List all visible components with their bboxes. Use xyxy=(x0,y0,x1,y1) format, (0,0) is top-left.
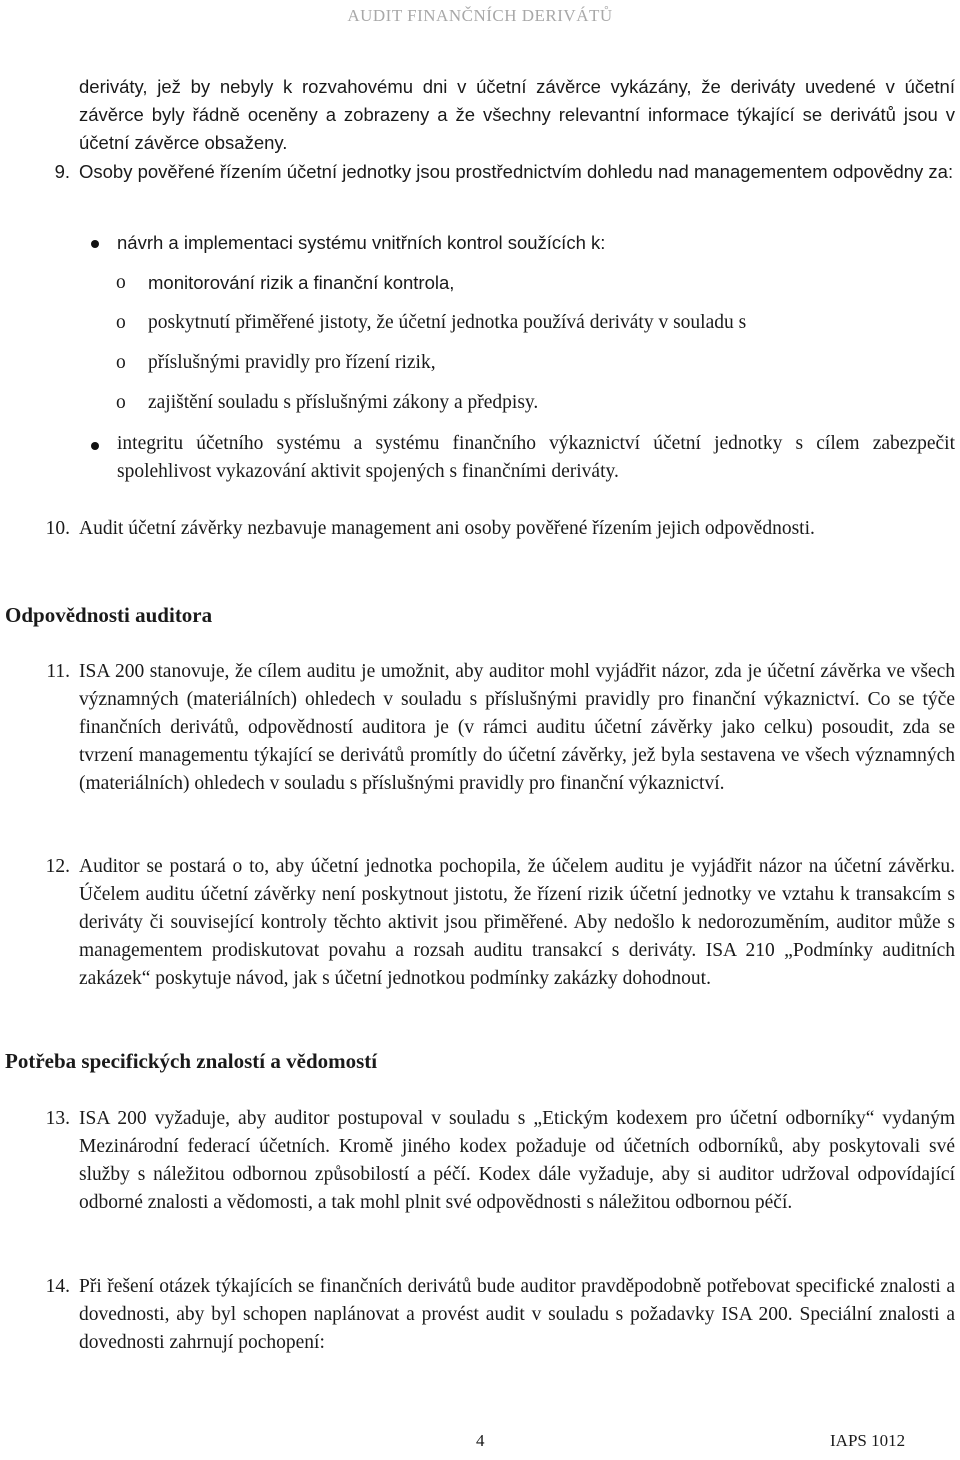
item-14-number: 14. xyxy=(45,1276,70,1297)
item-12-text: Auditor se postará o to, aby účetní jednotka pochopila, že účelem auditu je vyjádřit názor na účetní závěrku. Účelem auditu účetní závěrky není poskytnout jistotu, že řízení rizik účetní jednotky ve vztahu k transakcím s deriváty či související kontroly těchto aktivit jsou přiměřené. Aby nedošlo k nedorozuměním, auditor může s managementem prodiskutovat povahu a rozsah auditu transakcí s deriváty. ISA 210 „Podmínky auditních zakázek“ poskytuje návod, jak s účetní jednotkou podmínky zakázky dohodnout. xyxy=(79,856,955,989)
item-13-number: 13. xyxy=(45,1108,70,1129)
item-14-text: Při řešení otázek týkajících se finančních derivátů bude auditor pravděpodobně potřebovat specifické znalosti a dovednosti, aby byl schopen naplánovat a provést audit v souladu s požadavky ISA 200. Speciální znalosti a dovednosti zahrnují pochopení: xyxy=(79,1276,955,1353)
section-heading-specific-knowledge: Potřeba specifických znalostí a vědomostí xyxy=(5,1049,378,1073)
section-heading-auditor-responsibilities: Odpovědnosti auditora xyxy=(5,603,213,627)
subitem-marker: o xyxy=(116,352,126,373)
bullet-icon xyxy=(91,240,99,248)
subitem-2-text: poskytnutí přiměřené jistoty, že účetní jednotka používá deriváty v souladu s xyxy=(148,312,747,333)
subitem-marker: o xyxy=(116,272,126,293)
item-13-text: ISA 200 vyžaduje, aby auditor postupoval v souladu s „Etickým kodexem pro účetní odborníky“ vydaným Mezinárodní federací účetních. Kromě jiného kodex požaduje od účetních odborníků, aby poskytovali své služby s náležitou odbornou způsobilostí a péčí. Kodex dále vyžaduje, aby si auditor udržoval odpovídající odborné znalosti a vědomosti, a tak mohl plnit své odpovědnosti s náležitou odbornou péčí. xyxy=(79,1108,955,1213)
item-10-number: 10. xyxy=(45,518,70,539)
subitem-marker: o xyxy=(116,392,126,413)
document-code: IAPS 1012 xyxy=(830,1431,906,1450)
bullet-icon xyxy=(91,442,99,450)
item-9-number: 9. xyxy=(54,161,70,182)
subitem-marker: o xyxy=(116,312,126,333)
page-header: AUDIT FINANČNÍCH DERIVÁTŮ xyxy=(347,6,613,25)
intro-paragraph: deriváty, jež by nebyly k rozvahovému dni v účetní závěrce vykázány, že deriváty uvedené v účetní závěrce byly řádně oceněny a zobrazeny a že všechny relevantní informace týkající se derivátů jsou v účetní závěrce obsaženy. xyxy=(79,76,955,153)
item-9-text: Osoby pověřené řízením účetní jednotky jsou prostřednictvím dohledu nad managementem odpovědny za: xyxy=(79,161,954,182)
item-11-text: ISA 200 stanovuje, že cílem auditu je umožnit, aby auditor mohl vyjádřit názor, zda je účetní závěrka ve všech významných (materiálních) ohledech v souladu s příslušnými pravidly pro finanční výkaznictví. Co se týče finančních derivátů, odpovědností auditora je (v rámci auditu účetní závěrky jako celku) posoudit, zda se tvrzení managementu týkající se derivátů promítly do účetní závěrky, jež byla sestavena ve všech významných (materiálních) ohledech v souladu s příslušnými pravidly pro finanční výkaznictví. xyxy=(79,661,955,794)
subitem-3-text: příslušnými pravidly pro řízení rizik, xyxy=(148,352,436,373)
item-10-text: Audit účetní závěrky nezbavuje management ani osoby pověřené řízením jejich odpovědnosti. xyxy=(79,518,815,539)
bullet-1-text: návrh a implementaci systému vnitřních kontrol soužících k: xyxy=(117,232,606,253)
subitem-4-text: zajištění souladu s příslušnými zákony a předpisy. xyxy=(148,392,539,413)
subitem-1-text: monitorování rizik a finanční kontrola, xyxy=(148,272,455,293)
page-number: 4 xyxy=(476,1431,485,1450)
bullet-2-text: integritu účetního systému a systému finančního výkaznictví účetní jednotky s cílem zabezpečit spolehlivost vykazování aktivit spojených s finančními deriváty. xyxy=(117,433,955,482)
item-12-number: 12. xyxy=(45,856,70,877)
item-11-number: 11. xyxy=(46,661,70,682)
